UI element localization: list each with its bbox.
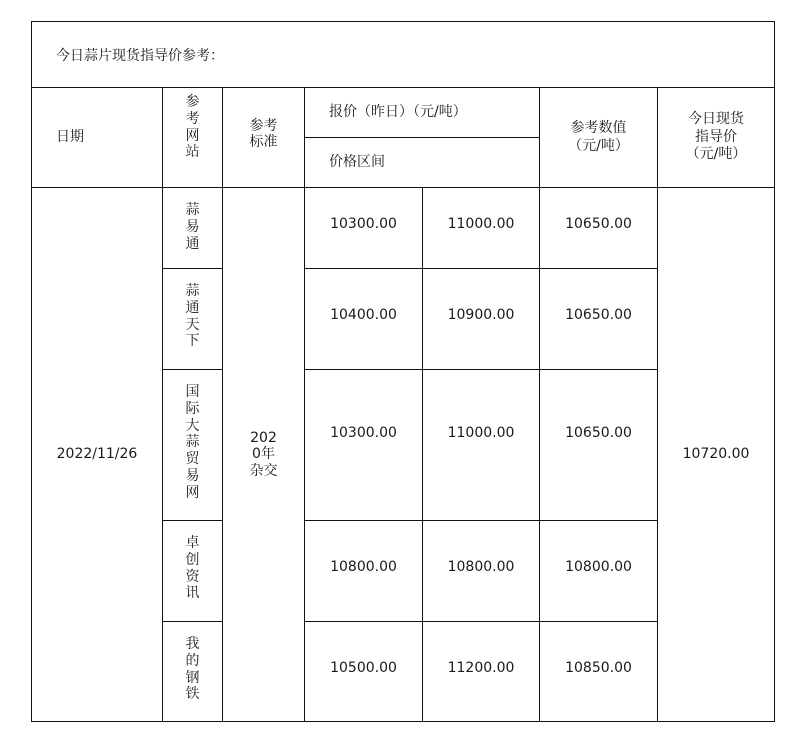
ref-value-cell: 10650.00 [539,187,658,269]
header-range: 价格区间 [304,137,540,188]
site-cell: 卓创资讯 [162,520,223,622]
high-price-cell: 10800.00 [422,520,540,622]
high-price-cell: 11200.00 [422,621,540,722]
ref-value-cell: 10800.00 [539,520,658,622]
low-price-cell: 10300.00 [304,187,423,269]
high-price-cell: 11000.00 [422,187,540,269]
site-cell: 国际大蒜贸易网 [162,369,223,521]
header-standard: 参考标准 [222,87,305,188]
low-price-cell: 10800.00 [304,520,423,622]
high-price-cell: 10900.00 [422,268,540,370]
high-price-cell: 11000.00 [422,369,540,521]
low-price-cell: 10300.00 [304,369,423,521]
header-ref: 参考数值（元/吨） [539,87,658,188]
site-cell: 蒜易通 [162,187,223,269]
standard-cell: 2020年杂交 [222,187,305,722]
header-site: 参考网站 [162,87,223,188]
ref-value-cell: 10650.00 [539,268,658,370]
date-cell: 2022/11/26 [31,187,163,722]
ref-value-cell: 10650.00 [539,369,658,521]
header-guide: 今日现货 指导价 （元/吨） [657,87,775,188]
site-cell: 蒜通天下 [162,268,223,370]
price-table [31,21,775,722]
site-cell: 我的钢铁 [162,621,223,722]
low-price-cell: 10500.00 [304,621,423,722]
table-caption: 今日蒜片现货指导价参考： [31,21,775,88]
low-price-cell: 10400.00 [304,268,423,370]
guide-price-cell: 10720.00 [657,187,775,722]
header-quote: 报价（昨日）（元/吨） [304,87,540,138]
header-date: 日期 [31,87,163,188]
ref-value-cell: 10850.00 [539,621,658,722]
